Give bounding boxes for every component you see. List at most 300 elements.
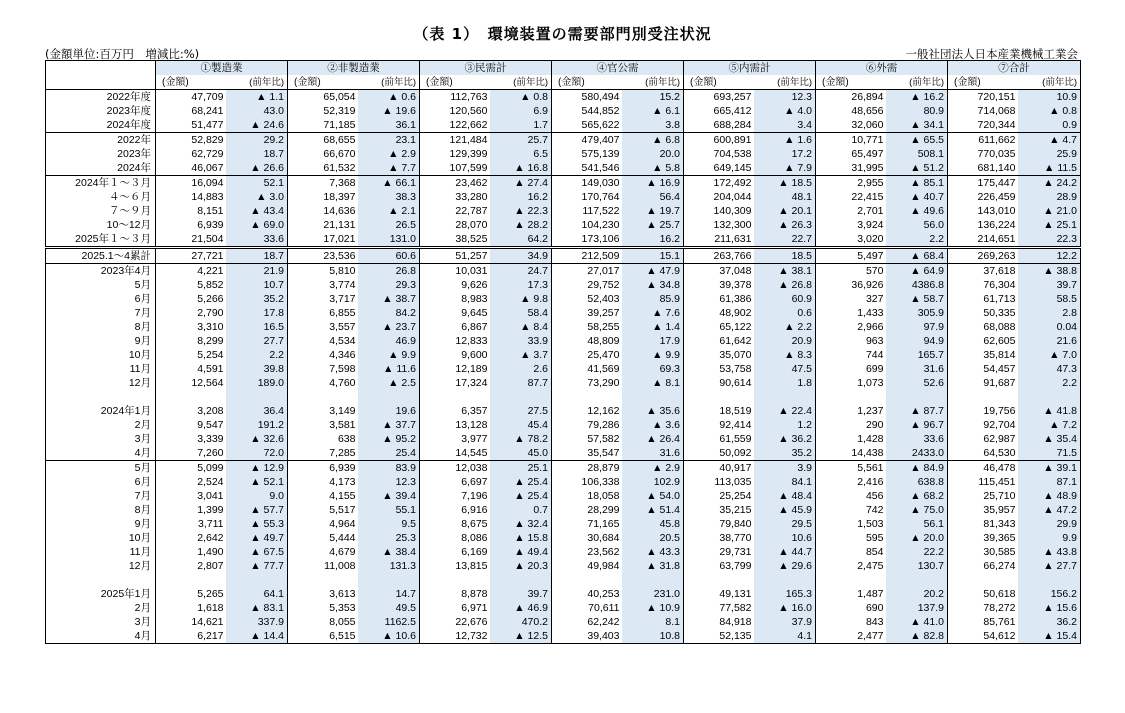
row-label: 6月	[46, 292, 156, 306]
amount-cell: 4,221	[156, 264, 226, 279]
row-label: 2024年１～３月	[46, 176, 156, 191]
yoy-cell: ▲ 0.8	[1018, 104, 1081, 118]
amount-cell: 690	[865, 601, 884, 614]
table-row	[46, 376, 1081, 390]
yoy-cell: 1.8	[754, 376, 816, 390]
amount-cell: 46,478	[948, 461, 1018, 476]
amount-cell: 143,010	[977, 204, 1016, 217]
spacer-cell	[886, 573, 948, 587]
table-row	[46, 404, 1081, 418]
yoy-cell: 84.2	[358, 306, 420, 320]
yoy-cell: ▲ 34.1	[886, 118, 948, 133]
row-label: 10～12月	[46, 218, 156, 232]
table-row	[46, 306, 1081, 320]
amount-cell: 580,494	[581, 90, 620, 103]
amount-cell: 3,149	[329, 404, 356, 417]
yoy-cell: 56.1	[886, 517, 948, 531]
yoy-cell: 69.3	[622, 362, 684, 376]
amount-cell: 50,335	[983, 306, 1016, 319]
yoy-cell: ▲ 1.6	[754, 133, 816, 148]
amount-cell: 140,309	[713, 204, 752, 217]
amount-cell: 327	[865, 292, 884, 305]
row-label: 2月	[46, 601, 156, 615]
amount-cell: 699	[865, 362, 884, 375]
amount-cell: 57,582	[587, 432, 620, 445]
yoy-cell: 305.9	[886, 306, 948, 320]
amount-cell: 68,088	[983, 320, 1016, 333]
amount-cell: 4,964	[329, 517, 356, 530]
yoy-cell: ▲ 36.2	[754, 432, 816, 446]
yoy-cell: 37.9	[754, 615, 816, 629]
yoy-cell: ▲ 2.9	[622, 461, 684, 476]
yoy-cell: 0.9	[1018, 118, 1081, 133]
table-row	[46, 176, 1081, 191]
yoy-cell: ▲ 51.2	[886, 161, 948, 176]
table-row	[46, 446, 1081, 461]
amount-cell: 3,977	[461, 432, 488, 445]
yoy-cell: ▲ 3.7	[490, 348, 552, 362]
amount-cell: 3,310	[197, 320, 224, 333]
subheader-pct: (前年比)	[490, 75, 552, 90]
yoy-cell: 49.5	[358, 601, 420, 615]
amount-cell: 4,591	[197, 362, 224, 375]
amount-cell: 2,955	[816, 176, 886, 191]
yoy-cell: ▲ 38.8	[1018, 264, 1081, 279]
yoy-cell: ▲ 11.5	[1018, 161, 1081, 176]
table-row	[46, 264, 1081, 279]
amount-cell: 85,761	[983, 615, 1016, 628]
amount-cell: 1,618	[197, 601, 224, 614]
amount-cell: 29,752	[587, 278, 620, 291]
amount-cell: 12,162	[587, 404, 620, 417]
amount-cell: 51,477	[191, 118, 224, 131]
yoy-cell: 47.3	[1018, 362, 1081, 376]
yoy-cell: 15.1	[622, 248, 684, 264]
amount-cell: 611,662	[948, 133, 1018, 148]
yoy-cell: ▲ 14.4	[226, 629, 288, 644]
amount-cell: 46,067	[191, 161, 224, 174]
amount-cell: 5,265	[197, 587, 224, 600]
amount-cell: 14,636	[323, 204, 356, 217]
subheader-amount: (金額)	[420, 75, 490, 90]
amount-cell: 2,416	[857, 475, 884, 488]
yoy-cell: ▲ 7.7	[358, 161, 420, 176]
yoy-cell: 14.7	[358, 587, 420, 601]
spacer-cell	[420, 390, 490, 404]
yoy-cell: 64.1	[226, 587, 288, 601]
row-label: 2023年4月	[46, 264, 156, 279]
yoy-cell: ▲ 41.8	[1018, 404, 1081, 418]
amount-cell: 3,717	[329, 292, 356, 305]
amount-cell: 71,185	[323, 118, 356, 131]
yoy-cell: ▲ 25.7	[622, 218, 684, 232]
yoy-cell: 191.2	[226, 418, 288, 432]
yoy-cell: 71.5	[1018, 446, 1081, 461]
yoy-cell: ▲ 10.6	[358, 629, 420, 644]
yoy-cell: ▲ 8.1	[622, 376, 684, 390]
orders-table	[45, 60, 1081, 644]
amount-cell: 3,557	[329, 320, 356, 333]
yoy-cell: 1.2	[754, 418, 816, 432]
amount-cell: 115,451	[978, 475, 1016, 488]
amount-cell: 3,041	[197, 489, 224, 502]
table-row	[46, 147, 1081, 161]
yoy-cell: 25.3	[358, 531, 420, 545]
amount-cell: 25,710	[983, 489, 1016, 502]
column-header: ④官公需	[552, 61, 684, 76]
yoy-cell: 165.3	[754, 587, 816, 601]
yoy-cell: ▲ 68.2	[886, 489, 948, 503]
amount-cell: 37,048	[684, 264, 754, 279]
yoy-cell: ▲ 40.7	[886, 190, 948, 204]
yoy-cell: 4.1	[754, 629, 816, 644]
column-header: ①製造業	[156, 61, 288, 76]
amount-cell: 91,687	[983, 376, 1016, 389]
amount-cell: 68,241	[191, 104, 224, 117]
yoy-cell: 16.2	[490, 190, 552, 204]
yoy-cell: ▲ 82.8	[886, 629, 948, 644]
yoy-cell: 25.9	[1018, 147, 1081, 161]
spacer-cell	[552, 573, 622, 587]
spacer-cell	[288, 573, 358, 587]
amount-cell: 23,562	[587, 545, 620, 558]
amount-cell: 6,855	[329, 306, 356, 319]
spacer-cell	[226, 390, 288, 404]
yoy-cell: 17.3	[490, 278, 552, 292]
table-row	[46, 232, 1081, 248]
amount-cell: 681,140	[977, 161, 1016, 174]
spacer-cell	[684, 573, 754, 587]
row-label: 2022年度	[46, 90, 156, 105]
yoy-cell: ▲ 20.3	[490, 559, 552, 573]
spacer-cell	[46, 573, 156, 587]
yoy-cell: ▲ 27.7	[1018, 559, 1081, 573]
yoy-cell: 6.5	[490, 147, 552, 161]
yoy-cell: 470.2	[490, 615, 552, 629]
amount-cell: 204,044	[713, 190, 752, 203]
subheader-pct: (前年比)	[1018, 75, 1081, 90]
amount-cell: 30,585	[983, 545, 1016, 558]
amount-cell: 35,814	[983, 348, 1016, 361]
yoy-cell: 10.7	[226, 278, 288, 292]
yoy-cell: ▲ 87.7	[886, 404, 948, 418]
yoy-cell: 12.2	[1018, 248, 1081, 264]
yoy-cell: 23.1	[358, 133, 420, 148]
yoy-cell: ▲ 28.2	[490, 218, 552, 232]
yoy-cell: ▲ 45.9	[754, 503, 816, 517]
amount-cell: 35,547	[587, 446, 620, 459]
yoy-cell: ▲ 95.2	[358, 432, 420, 446]
amount-cell: 17,324	[455, 376, 488, 389]
column-header: ③民需計	[420, 61, 552, 76]
yoy-cell: ▲ 38.4	[358, 545, 420, 559]
amount-cell: 54,612	[948, 629, 1018, 644]
yoy-cell: 1162.5	[358, 615, 420, 629]
amount-cell: 541,546	[581, 161, 620, 174]
subheader-amount: (金額)	[948, 75, 1018, 90]
row-label: 10月	[46, 348, 156, 362]
table-row	[46, 248, 1081, 264]
yoy-cell: ▲ 52.1	[226, 475, 288, 489]
yoy-cell: 22.2	[886, 545, 948, 559]
yoy-cell: 165.7	[886, 348, 948, 362]
yoy-cell: 508.1	[886, 147, 948, 161]
yoy-cell: ▲ 2.9	[358, 147, 420, 161]
amount-cell: 25,470	[587, 348, 620, 361]
yoy-cell: 25.7	[490, 133, 552, 148]
amount-cell: 61,532	[323, 161, 356, 174]
amount-cell: 7,285	[329, 446, 356, 459]
subheader-pct: (前年比)	[754, 75, 816, 90]
yoy-cell: ▲ 83.1	[226, 601, 288, 615]
yoy-cell: ▲ 68.4	[886, 248, 948, 264]
table-row	[46, 348, 1081, 362]
yoy-cell: 15.2	[622, 90, 684, 105]
yoy-cell: ▲ 4.7	[1018, 133, 1081, 148]
subheader-pct: (前年比)	[358, 75, 420, 90]
yoy-cell: 60.6	[358, 248, 420, 264]
yoy-cell: ▲ 2.5	[358, 376, 420, 390]
amount-cell: 3,581	[329, 418, 356, 431]
amount-cell: 6,916	[461, 503, 488, 516]
amount-cell: 770,035	[977, 147, 1016, 160]
amount-cell: 570	[816, 264, 886, 279]
yoy-cell: ▲ 5.8	[622, 161, 684, 176]
yoy-cell: ▲ 24.2	[1018, 176, 1081, 191]
amount-cell: 40,917	[684, 461, 754, 476]
yoy-cell: 83.9	[358, 461, 420, 476]
yoy-cell: 29.2	[226, 133, 288, 148]
yoy-cell: 80.9	[886, 104, 948, 118]
yoy-cell: 18.5	[754, 248, 816, 264]
yoy-cell: 189.0	[226, 376, 288, 390]
amount-cell: 17,021	[323, 232, 356, 245]
amount-cell: 71,165	[587, 517, 620, 530]
amount-cell: 73,290	[587, 376, 620, 389]
yoy-cell: ▲ 26.8	[754, 278, 816, 292]
amount-cell: 65,497	[851, 147, 884, 160]
row-label: 5月	[46, 461, 156, 476]
yoy-cell: ▲ 39.1	[1018, 461, 1081, 476]
table-row	[46, 278, 1081, 292]
yoy-cell: ▲ 67.5	[226, 545, 288, 559]
yoy-cell: ▲ 48.9	[1018, 489, 1081, 503]
amount-cell: 84,918	[719, 615, 752, 628]
yoy-cell: ▲ 1.4	[622, 320, 684, 334]
amount-cell: 13,815	[455, 559, 488, 572]
amount-cell: 6,357	[461, 404, 488, 417]
amount-cell: 39,257	[587, 306, 620, 319]
row-label: 3月	[46, 432, 156, 446]
amount-cell: 4,155	[329, 489, 356, 502]
amount-cell: 90,614	[719, 376, 752, 389]
amount-cell: 79,286	[587, 418, 620, 431]
amount-cell: 4,346	[329, 348, 356, 361]
spacer-cell	[226, 573, 288, 587]
amount-cell: 33,280	[455, 190, 488, 203]
row-label: 2024年	[46, 161, 156, 176]
yoy-cell: 58.4	[490, 306, 552, 320]
yoy-cell: 64.2	[490, 232, 552, 248]
amount-cell: 48,902	[719, 306, 752, 319]
amount-cell: 3,711	[198, 517, 224, 530]
amount-cell: 544,852	[581, 104, 620, 117]
table-row	[46, 461, 1081, 476]
amount-cell: 12,833	[455, 334, 488, 347]
amount-cell: 21,131	[323, 218, 356, 231]
amount-cell: 52,403	[587, 292, 620, 305]
subheader-amount: (金額)	[552, 75, 622, 90]
row-label: 4月	[46, 629, 156, 644]
amount-cell: 58,255	[587, 320, 620, 333]
yoy-cell: 45.4	[490, 418, 552, 432]
yoy-cell: 31.6	[886, 362, 948, 376]
table-row	[46, 517, 1081, 531]
yoy-cell: ▲ 2.1	[358, 204, 420, 218]
row-label: 7月	[46, 489, 156, 503]
yoy-cell: ▲ 58.7	[886, 292, 948, 306]
table-row	[46, 118, 1081, 133]
spacer-cell	[816, 390, 886, 404]
amount-cell: 14,545	[455, 446, 488, 459]
amount-cell: 12,732	[420, 629, 490, 644]
amount-cell: 211,631	[714, 232, 752, 245]
yoy-cell: ▲ 27.4	[490, 176, 552, 191]
yoy-cell: ▲ 78.2	[490, 432, 552, 446]
yoy-cell: ▲ 7.9	[754, 161, 816, 176]
amount-cell: 28,070	[455, 218, 488, 231]
yoy-cell: ▲ 47.2	[1018, 503, 1081, 517]
yoy-cell: 20.5	[622, 531, 684, 545]
yoy-cell: ▲ 23.7	[358, 320, 420, 334]
yoy-cell: 20.9	[754, 334, 816, 348]
amount-cell: 52,829	[156, 133, 226, 148]
yoy-cell: ▲ 22.4	[754, 404, 816, 418]
organization-name: 一般社団法人日本産業機械工業会	[905, 47, 1078, 61]
yoy-cell: ▲ 21.0	[1018, 204, 1081, 218]
yoy-cell: ▲ 25.4	[490, 475, 552, 489]
spacer-cell	[754, 573, 816, 587]
yoy-cell: ▲ 15.6	[1018, 601, 1081, 615]
yoy-cell: ▲ 49.6	[886, 204, 948, 218]
yoy-cell: 20.0	[622, 147, 684, 161]
amount-cell: 32,060	[851, 118, 884, 131]
row-label: ４～６月	[46, 190, 156, 204]
amount-cell: 1,490	[197, 545, 224, 558]
amount-cell: 3,613	[329, 587, 356, 600]
amount-cell: 2,701	[857, 204, 884, 217]
yoy-cell: ▲ 49.7	[226, 531, 288, 545]
yoy-cell: ▲ 7.2	[1018, 418, 1081, 432]
yoy-cell: ▲ 10.9	[622, 601, 684, 615]
row-label: 3月	[46, 615, 156, 629]
yoy-cell: 26.5	[358, 218, 420, 232]
amount-cell: 9,626	[461, 278, 488, 291]
yoy-cell: 156.2	[1018, 587, 1081, 601]
spacer-cell	[490, 390, 552, 404]
row-label: 11月	[46, 362, 156, 376]
amount-cell: 2,642	[197, 531, 224, 544]
amount-cell: 8,055	[329, 615, 356, 628]
amount-cell: 37,618	[948, 264, 1018, 279]
amount-cell: 76,304	[983, 278, 1016, 291]
amount-cell: 92,414	[719, 418, 752, 431]
yoy-cell: ▲ 16.8	[490, 161, 552, 176]
yoy-cell: ▲ 19.7	[622, 204, 684, 218]
amount-cell: 29,731	[719, 545, 752, 558]
table-row	[46, 475, 1081, 489]
amount-cell: 14,438	[851, 446, 884, 459]
yoy-cell: ▲ 7.0	[1018, 348, 1081, 362]
yoy-cell: ▲ 6.1	[622, 104, 684, 118]
amount-cell: 35,215	[719, 503, 752, 516]
row-label: 2024年度	[46, 118, 156, 133]
amount-cell: 9,547	[197, 418, 224, 431]
yoy-cell: ▲ 12.9	[226, 461, 288, 476]
spacer-cell	[358, 573, 420, 587]
amount-cell: 62,605	[983, 334, 1016, 347]
amount-cell: 66,670	[323, 147, 356, 160]
yoy-cell: 87.7	[490, 376, 552, 390]
amount-cell: 6,939	[288, 461, 358, 476]
yoy-cell: ▲ 3.6	[622, 418, 684, 432]
yoy-cell: 8.1	[622, 615, 684, 629]
yoy-cell: 2.2	[1018, 376, 1081, 390]
spacer-cell	[46, 390, 156, 404]
amount-cell: 290	[865, 418, 884, 431]
amount-cell: 39,378	[719, 278, 752, 291]
amount-cell: 6,169	[461, 545, 488, 558]
row-label: 12月	[46, 376, 156, 390]
amount-cell: 11,008	[324, 559, 356, 572]
yoy-cell: ▲ 69.0	[226, 218, 288, 232]
yoy-cell: 22.7	[754, 232, 816, 248]
spacer-cell	[886, 390, 948, 404]
amount-cell: 212,509	[552, 248, 622, 264]
yoy-cell: ▲ 38.7	[358, 292, 420, 306]
amount-cell: 5,254	[197, 348, 224, 361]
yoy-cell: 52.6	[886, 376, 948, 390]
yoy-cell: 29.3	[358, 278, 420, 292]
amount-cell: 7,260	[197, 446, 224, 459]
yoy-cell: 27.7	[226, 334, 288, 348]
header-corner	[46, 61, 156, 76]
yoy-cell: ▲ 55.3	[226, 517, 288, 531]
amount-cell: 3,020	[857, 232, 884, 245]
row-label: 2023年度	[46, 104, 156, 118]
amount-cell: 8,983	[461, 292, 488, 305]
subheader-pct: (前年比)	[622, 75, 684, 90]
row-label: 9月	[46, 334, 156, 348]
amount-cell: 121,484	[420, 133, 490, 148]
yoy-cell: ▲ 29.6	[754, 559, 816, 573]
table-row	[46, 418, 1081, 432]
yoy-cell: 39.7	[1018, 278, 1081, 292]
spacer-cell	[816, 573, 886, 587]
amount-cell: 13,128	[455, 418, 488, 431]
table-row	[46, 503, 1081, 517]
spacer-cell	[420, 573, 490, 587]
amount-cell: 54,457	[983, 362, 1016, 375]
amount-cell: 10,031	[420, 264, 490, 279]
amount-cell: 12,189	[455, 362, 488, 375]
amount-cell: 565,622	[581, 118, 620, 131]
amount-cell: 1,503	[857, 517, 884, 530]
amount-cell: 5,810	[288, 264, 358, 279]
amount-cell: 744	[865, 348, 884, 361]
amount-cell: 6,971	[461, 601, 488, 614]
amount-cell: 5,266	[197, 292, 224, 305]
